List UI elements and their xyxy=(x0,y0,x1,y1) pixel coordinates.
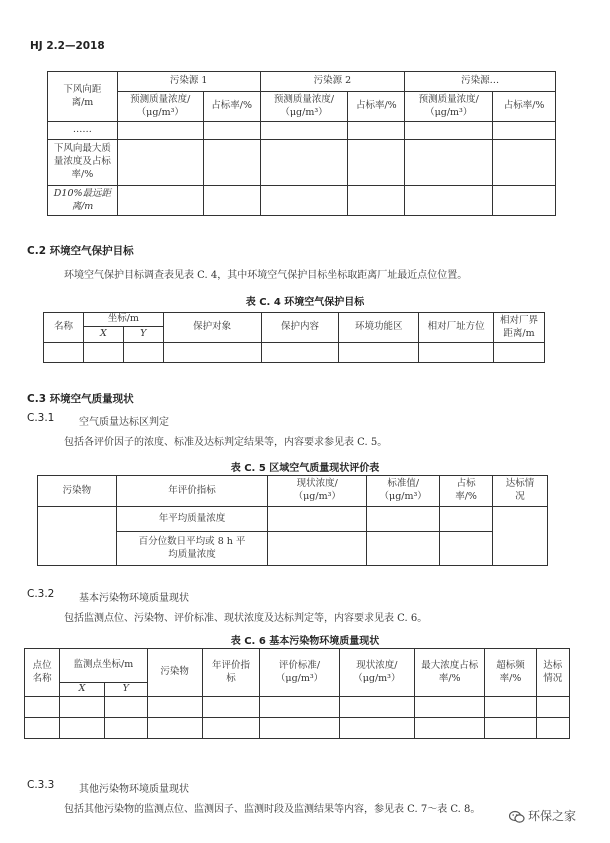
direction-header: 相对厂址方位 xyxy=(419,313,494,343)
pollutant-header: 污染物 xyxy=(38,476,117,507)
wechat-icon xyxy=(509,809,525,823)
annual-mean-row-label: 年平均质量浓度 xyxy=(116,507,268,532)
section-c33-number: C.3.3 xyxy=(27,779,55,791)
max-conc-label: 下风向最大质量浓度及占标率/% xyxy=(48,140,118,186)
table-c6-caption: 表 C. 6 基本污染物环境质量现状 xyxy=(230,636,380,647)
section-c33-paragraph: 包括其他污染物的监测点位、监测因子、监测时段及监测结果等内容，参见表 C. 7～表 C. 8。 xyxy=(64,804,481,815)
percentile-row-label: 百分位数日平均或 8 h 平均质量浓度 xyxy=(116,532,268,566)
section-c31-title: 空气质量达标区判定 xyxy=(79,417,169,428)
section-c2-heading: C.2 环境空气保护目标 xyxy=(27,245,134,257)
section-c33-title: 其他污染物环境质量现状 xyxy=(79,784,189,795)
section-c32-title: 基本污染物环境质量现状 xyxy=(79,593,189,604)
section-c32-paragraph: 包括监测点位、污染物、评价标准、现状浓度及达标判定等，内容要求见表 C. 6。 xyxy=(64,613,428,624)
section-c2-paragraph: 环境空气保护目标调查表见表 C. 4，其中环境空气保护目标坐标取距离厂址最近点位位置。 xyxy=(64,270,468,281)
indicator-header: 年评价指标 xyxy=(202,649,260,697)
site-name-header: 点位名称 xyxy=(25,649,60,697)
indicator-header: 年评价指标 xyxy=(116,476,268,507)
monitor-coord-header: 监测点坐标/m xyxy=(60,649,147,683)
watermark-text: 环保之家 xyxy=(528,809,577,823)
source-2-header: 污染源 2 xyxy=(260,72,405,92)
source-n-header: 污染源… xyxy=(405,72,556,92)
table-c5-caption: 表 C. 5 区域空气质量现状评价表 xyxy=(230,463,380,474)
eval-standard-header: 评价标准/（μg/m³） xyxy=(260,649,339,697)
source-1-header: 污染源 1 xyxy=(117,72,260,92)
current-conc-header: 现状浓度/（μg/m³） xyxy=(339,649,414,697)
zone-header: 环境功能区 xyxy=(339,313,419,343)
standard-header: 标准值/（μg/m³） xyxy=(367,476,440,507)
rate-header: 占标率/% xyxy=(348,92,405,122)
standard-number: HJ 2.2—2018 xyxy=(30,40,105,52)
y-header: Y xyxy=(104,683,147,697)
watermark xyxy=(506,806,579,825)
compliance-header: 达标情况 xyxy=(536,649,569,697)
coord-header: 坐标/m xyxy=(83,313,163,327)
air-quality-table xyxy=(37,475,548,566)
max-rate-header: 最大浓度占标率/% xyxy=(415,649,485,697)
d10-label: D10%最远距离/m xyxy=(48,186,118,216)
compliance-header: 达标情况 xyxy=(493,476,548,507)
section-c3-heading: C.3 环境空气质量现状 xyxy=(27,393,134,405)
x-header: X xyxy=(60,683,105,697)
conc-header: 预测质量浓度/（μg/m³） xyxy=(117,92,203,122)
protection-target-table xyxy=(43,312,545,363)
rate-header: 占标率/% xyxy=(493,92,556,122)
current-conc-header: 现状浓度/（μg/m³） xyxy=(268,476,367,507)
rate-header: 占标率/% xyxy=(203,92,260,122)
section-c31-paragraph: 包括各评价因子的浓度、标准及达标判定结果等，内容要求参见表 C. 5。 xyxy=(64,437,388,448)
pollutant-header: 污染物 xyxy=(147,649,202,697)
content-header: 保护内容 xyxy=(261,313,339,343)
object-header: 保护对象 xyxy=(163,313,261,343)
exceed-freq-header: 超标频率/% xyxy=(485,649,536,697)
distance-header: 相对厂界距离/m xyxy=(494,313,545,343)
conc-header: 预测质量浓度/（μg/m³） xyxy=(260,92,348,122)
section-c32-number: C.3.2 xyxy=(27,588,55,600)
x-header: X xyxy=(83,327,123,343)
table-c4-caption: 表 C. 4 环境空气保护目标 xyxy=(245,297,365,308)
downwind-distance-header: 下风向距离/m xyxy=(48,72,118,122)
ellipsis-cell: …… xyxy=(48,122,118,140)
y-header: Y xyxy=(123,327,163,343)
section-c31-number: C.3.1 xyxy=(27,412,55,424)
rate-header: 占标率/% xyxy=(440,476,493,507)
conc-header: 预测质量浓度/（μg/m³） xyxy=(405,92,493,122)
name-header: 名称 xyxy=(44,313,84,343)
basic-pollutant-table xyxy=(24,648,570,739)
prediction-results-table xyxy=(47,71,556,216)
